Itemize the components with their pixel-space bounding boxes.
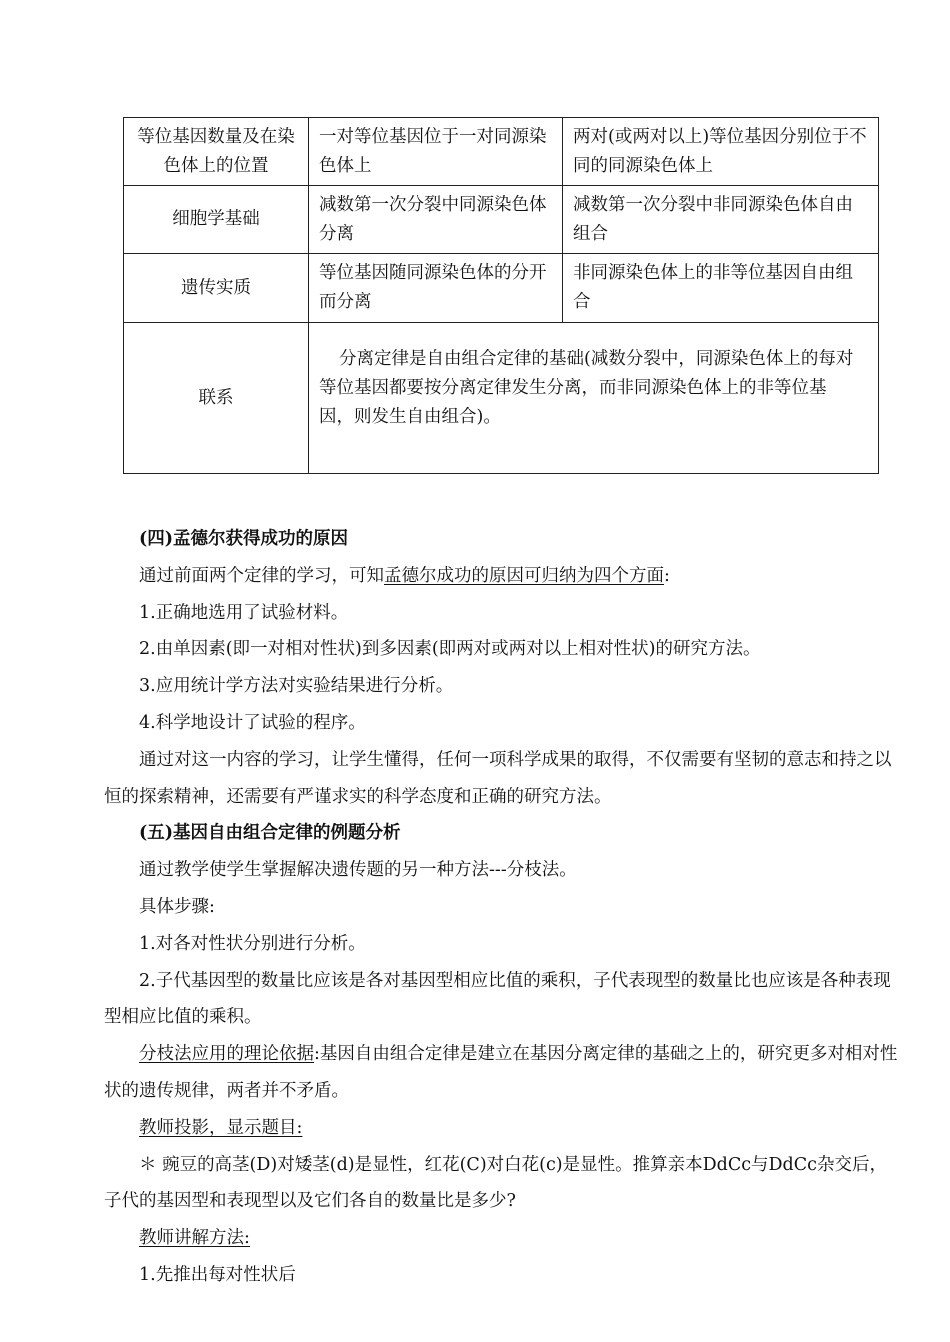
question: ＊ 豌豆的高茎(D)对矮茎(d)是显性，红花(C)对白花(c)是显性。推算亲本DdCc与DdCc杂交后，子代的基因型和表现型以及它们各自的数量比是多少? <box>104 1154 887 1212</box>
row-label: 细胞学基础 <box>124 186 309 254</box>
row-label: 等位基因数量及在染色体上的位置 <box>124 118 309 186</box>
list-item: 4.科学地设计了试验的程序。 <box>139 712 366 733</box>
table-row <box>124 186 879 254</box>
comparison-table <box>123 117 879 474</box>
underlined-phrase: 分枝法应用的理论依据 <box>139 1044 314 1065</box>
independent-assortment-cell: 非同源染色体上的非等位基因自由组合 <box>563 254 879 323</box>
body-text <box>104 521 904 1294</box>
paragraph: 教师讲解方法: <box>139 1228 250 1249</box>
list-item: 1.先推出每对性状后 <box>139 1264 296 1285</box>
separation-law-cell: 减数第一次分裂中同源染色体分离 <box>309 186 563 254</box>
underlined-phrase: 教师讲解方法 <box>139 1228 244 1249</box>
table-row <box>124 118 879 186</box>
relation-text: 分离定律是自由组合定律的基础(减数分裂中，同源染色体上的每对等位基因都要按分离定律发生分离，而非同源染色体上的非等位基因，则发生自由组合)。 <box>309 323 879 474</box>
section-heading: (五)基因自由组合定律的例题分析 <box>139 823 401 844</box>
list-item: 3.应用统计学方法对实验结果进行分析。 <box>139 676 454 697</box>
list-item: 1.对各对性状分别进行分析。 <box>139 933 366 954</box>
list-item: 1.正确地选用了试验材料。 <box>139 602 349 623</box>
independent-assortment-cell: 减数第一次分裂中非同源染色体自由组合 <box>563 186 879 254</box>
paragraph: 具体步骤: <box>139 896 215 917</box>
underlined-phrase: 教师投影，显示题目 <box>139 1117 297 1138</box>
table-row-relation <box>124 323 879 474</box>
table-row <box>124 254 879 323</box>
independent-assortment-cell: 两对(或两对以上)等位基因分别位于不同的同源染色体上 <box>563 118 879 186</box>
separation-law-cell: 等位基因随同源染色体的分开而分离 <box>309 254 563 323</box>
list-item: 2.子代基因型的数量比应该是各对基因型相应比值的乘积，子代表现型的数量比也应该是各种表现型相应比值的乘积。 <box>104 970 891 1028</box>
row-label: 遗传实质 <box>124 254 309 323</box>
paragraph: 通过对这一内容的学习，让学生懂得，任何一项科学成果的取得，不仅需要有坚韧的意志和持之以恒的探索精神，还需要有严谨求实的科学态度和正确的研究方法。 <box>104 749 892 807</box>
paragraph: 通过教学使学生掌握解决遗传题的另一种方法---分枝法。 <box>139 860 577 881</box>
paragraph: 教师投影，显示题目: <box>139 1117 303 1138</box>
section-heading: (四)孟德尔获得成功的原因 <box>139 529 349 549</box>
separation-law-cell: 一对等位基因位于一对同源染色体上 <box>309 118 563 186</box>
paragraph: 通过前面两个定律的学习，可知孟德尔成功的原因可归纳为四个方面: <box>139 565 670 586</box>
list-item: 2.由单因素(即一对相对性状)到多因素(即两对或两对以上相对性状)的研究方法。 <box>139 639 761 660</box>
paragraph: 分枝法应用的理论依据:基因自由组合定律是建立在基因分离定律的基础之上的，研究更多对相对性状的遗传规律，两者并不矛盾。 <box>104 1044 898 1101</box>
underlined-phrase: 孟德尔成功的原因可归纳为四个方面 <box>384 565 664 586</box>
relation-label: 联系 <box>124 323 309 474</box>
